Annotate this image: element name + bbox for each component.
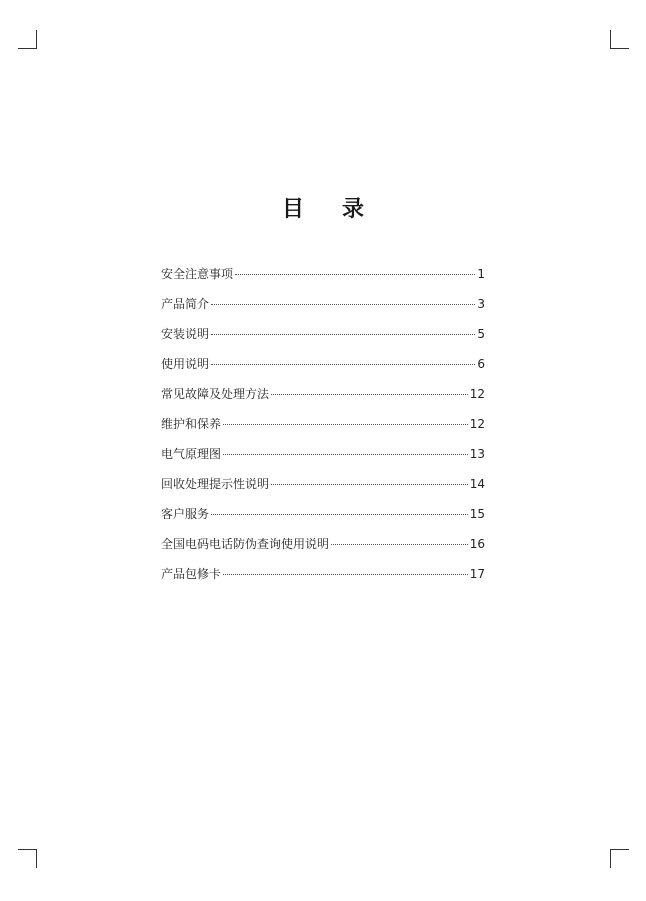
crop-mark-bottom-right — [610, 849, 629, 868]
toc-dot-leader — [211, 334, 475, 335]
toc-page-number: 12 — [469, 387, 485, 401]
toc-entry-label: 使用说明 — [161, 357, 210, 371]
crop-mark-top-left — [18, 30, 37, 49]
toc-page-number: 3 — [477, 297, 485, 311]
toc-dot-leader — [211, 514, 468, 515]
toc-dot-leader — [223, 574, 468, 575]
toc-entry-label: 回收处理提示性说明 — [161, 477, 270, 491]
toc-entry[interactable] — [161, 442, 485, 472]
toc-entry[interactable] — [161, 292, 485, 322]
toc-dot-leader — [223, 424, 468, 425]
toc-page-number: 1 — [477, 267, 485, 281]
toc-page-number: 15 — [469, 507, 485, 521]
toc-dot-leader — [331, 544, 468, 545]
toc-entry[interactable] — [161, 472, 485, 502]
toc-entry-label: 客户服务 — [161, 507, 210, 521]
toc-entry-label: 常见故障及处理方法 — [161, 387, 270, 401]
toc-dot-leader — [235, 274, 475, 275]
toc-entry-label: 全国电码电话防伪查询使用说明 — [161, 537, 330, 551]
toc-page-number: 13 — [469, 447, 485, 461]
toc-entry[interactable] — [161, 352, 485, 382]
toc-entry-label: 产品包修卡 — [161, 567, 222, 581]
toc-page-number: 17 — [469, 567, 485, 581]
toc-dot-leader — [271, 394, 468, 395]
toc-entry[interactable] — [161, 262, 485, 292]
toc-entry[interactable] — [161, 322, 485, 352]
toc-entry[interactable] — [161, 502, 485, 532]
toc-dot-leader — [211, 364, 475, 365]
crop-mark-top-right — [610, 30, 629, 49]
toc-dot-leader — [211, 304, 475, 305]
toc-entry-label: 安装说明 — [161, 327, 210, 341]
toc-entry-label: 电气原理图 — [161, 447, 222, 461]
toc-page-number: 6 — [477, 357, 485, 371]
table-of-contents — [161, 262, 485, 592]
toc-entry-label: 维护和保养 — [161, 417, 222, 431]
toc-entry[interactable] — [161, 532, 485, 562]
toc-page-number: 14 — [469, 477, 485, 491]
toc-entry[interactable] — [161, 382, 485, 412]
toc-dot-leader — [271, 484, 468, 485]
crop-mark-bottom-left — [18, 849, 37, 868]
toc-dot-leader — [223, 454, 468, 455]
toc-entry[interactable] — [161, 562, 485, 592]
toc-entry[interactable] — [161, 412, 485, 442]
toc-page-number: 12 — [469, 417, 485, 431]
toc-page-number: 5 — [477, 327, 485, 341]
toc-page-number: 16 — [469, 537, 485, 551]
toc-entry-label: 产品简介 — [161, 297, 210, 311]
toc-entry-label: 安全注意事项 — [161, 267, 234, 281]
page-title: 目录 — [281, 197, 402, 222]
